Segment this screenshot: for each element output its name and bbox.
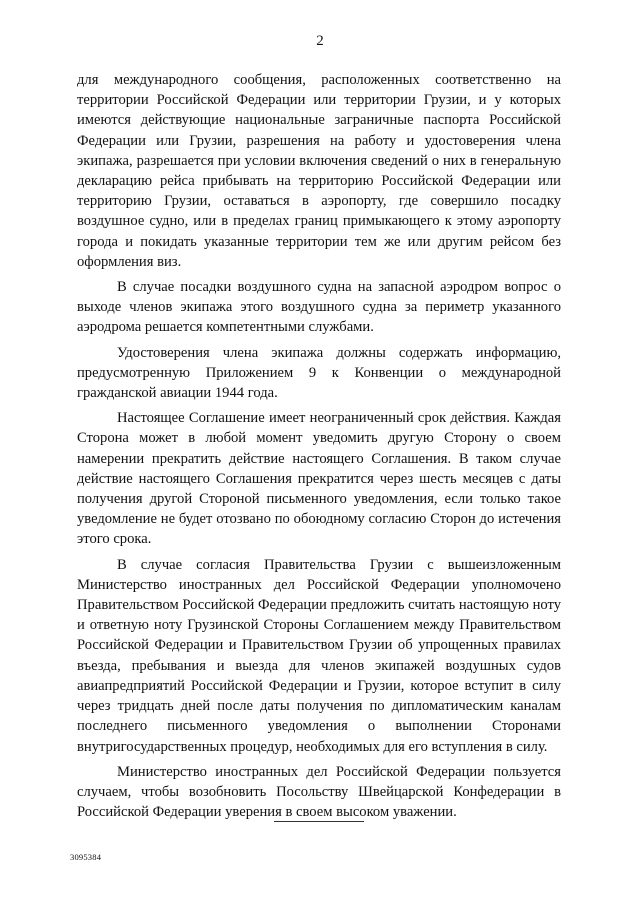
document-body: [77, 70, 561, 822]
paragraph-reserve-aerodrome: В случае посадки воздушного судна на запасной аэродром вопрос о выходе членов экипажа этого воздушного судна за периметр указанного аэродрома решается компетентными службами.: [77, 279, 561, 336]
document-id: 3095384: [70, 852, 102, 862]
paragraph-validity-term: Настоящее Соглашение имеет неограниченный срок действия. Каждая Сторона может в любой момент уведомить другую Сторону о своем намерении прекратить действие настоящего Соглашения. В таком случае действие настоящего Соглашения прекратится через шесть месяцев с даты получения другой Стороной письменного уведомления, если только такое уведомление не будет отозвано по обоюдному согласию Сторон до истечения этого срока.: [77, 410, 561, 548]
page-number: 2: [316, 33, 324, 49]
paragraph-closing-courtesy: Министерство иностранных дел Российской Федерации пользуется случаем, чтобы возобновить Посольству Швейцарской Конфедерации в Российской Федерации уверения в своем высоком уважении.: [77, 763, 561, 821]
closing-separator-line: [274, 821, 364, 822]
paragraph-continuation: для международного сообщения, расположенных соответственно на территории Российской Федерации или территории Грузии, и у которых имеются действующие национальные заграничные паспорта Российской Федерации или Грузии, разрешения на работу и удостоверения члена экипажа, разрешается при условии включения сведений о них в генеральную декларацию рейса прибывать на территорию Российской Федерации или территорию Грузии, оставаться в аэропорту, где совершило посадку воздушное судно, или в пределах границ примыкающего к этому аэропорту города и покидать указанные территории тем же или другим рейсом без оформления виз.: [77, 72, 561, 270]
paragraph-crew-certificates: Удостоверения члена экипажа должны содержать информацию, предусмотренную Приложением 9 к Конвенции о международной гражданской авиации 1944 года.: [77, 344, 561, 402]
paragraph-agreement-consent: В случае согласия Правительства Грузии с вышеизложенным Министерство иностранных дел Российской Федерации уполномочено Правительством Российской Федерации предложить считать настоящую ноту и ответную ноту Грузинской Стороны Соглашением между Правительством Российской Федерации и Правительством Грузии об упрощенных правилах въезда, пребывания и выезда для членов экипажей воздушных судов авиапредприятий Российской Федерации и Грузии, которое вступит в силу через тридцать дней после даты получения по дипломатическим каналам последнего письменного уведомления о выполнении Сторонами внутригосударственных процедур, необходимых для его вступления в силу.: [77, 556, 561, 755]
